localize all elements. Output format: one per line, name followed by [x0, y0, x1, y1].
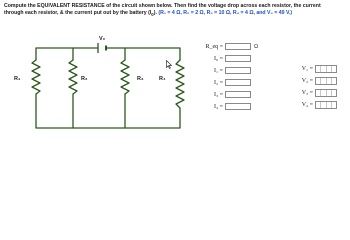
i4-row [193, 102, 251, 111]
question-line-2-close: ). [153, 10, 157, 16]
given-values: (R₁ = 4 Ω, R₂ = 2 Ω, R₃ = 10 Ω, R₄ = 4 Ω, and V₀ = 49 V.) [158, 10, 293, 16]
i3-row [193, 90, 251, 99]
req-row [193, 42, 258, 51]
i0-label: I₀ = [214, 55, 223, 62]
i2-row [193, 78, 251, 87]
v3-label: V₃ = [301, 89, 313, 96]
req-input[interactable] [225, 43, 251, 50]
i2-input[interactable] [225, 79, 251, 86]
v4-row [297, 100, 337, 109]
i1-label: I₁ = [214, 67, 223, 74]
v4-input[interactable] [315, 101, 337, 109]
r2-label: R₂ [81, 76, 88, 82]
v1-label: V₁ = [301, 65, 313, 72]
i3-input[interactable] [225, 91, 251, 98]
v2-input[interactable] [315, 77, 337, 85]
req-unit: Ω [254, 43, 259, 50]
i4-label: I₄ = [214, 103, 223, 110]
v2-row [297, 76, 337, 85]
v1-input[interactable] [315, 65, 337, 73]
r1-label: R₁ [14, 76, 21, 82]
v3-row [297, 88, 337, 97]
v3-input[interactable] [315, 89, 337, 97]
resistor-r4-zigzag [176, 60, 184, 112]
wire-top-right [106, 48, 180, 60]
v4-label: V₄ = [301, 101, 313, 108]
wire-top-left [36, 48, 98, 52]
req-label: R_eq = [205, 43, 223, 50]
i1-input[interactable] [225, 67, 251, 74]
question-line-2-text: through each resistor, & the current put out by the battery (I [4, 10, 152, 16]
i0-row [193, 54, 251, 63]
resistor-r1-zigzag [32, 60, 40, 94]
question-line-2-sub: 0 [151, 12, 154, 18]
r4-label: R₄ [159, 76, 166, 82]
i1-row [193, 66, 251, 75]
i3-label: I₃ = [214, 91, 223, 98]
wire-left-lower [36, 94, 180, 128]
resistor-r3-zigzag [121, 60, 129, 94]
battery-label: V₀ [99, 36, 106, 42]
v1-row [297, 64, 337, 73]
resistor-r2-zigzag [69, 60, 77, 94]
mouse-pointer-icon [166, 60, 172, 69]
r3-label: R₃ [137, 76, 144, 82]
question-line-1: Compute the EQUIVALENT RESISTANCE of the circuit shown below. Then find the voltage drop across each resistor, the current [4, 3, 321, 9]
v2-label: V₂ = [301, 77, 313, 84]
i0-input[interactable] [225, 55, 251, 62]
i2-label: I₂ = [214, 79, 223, 86]
i4-input[interactable] [225, 103, 251, 110]
